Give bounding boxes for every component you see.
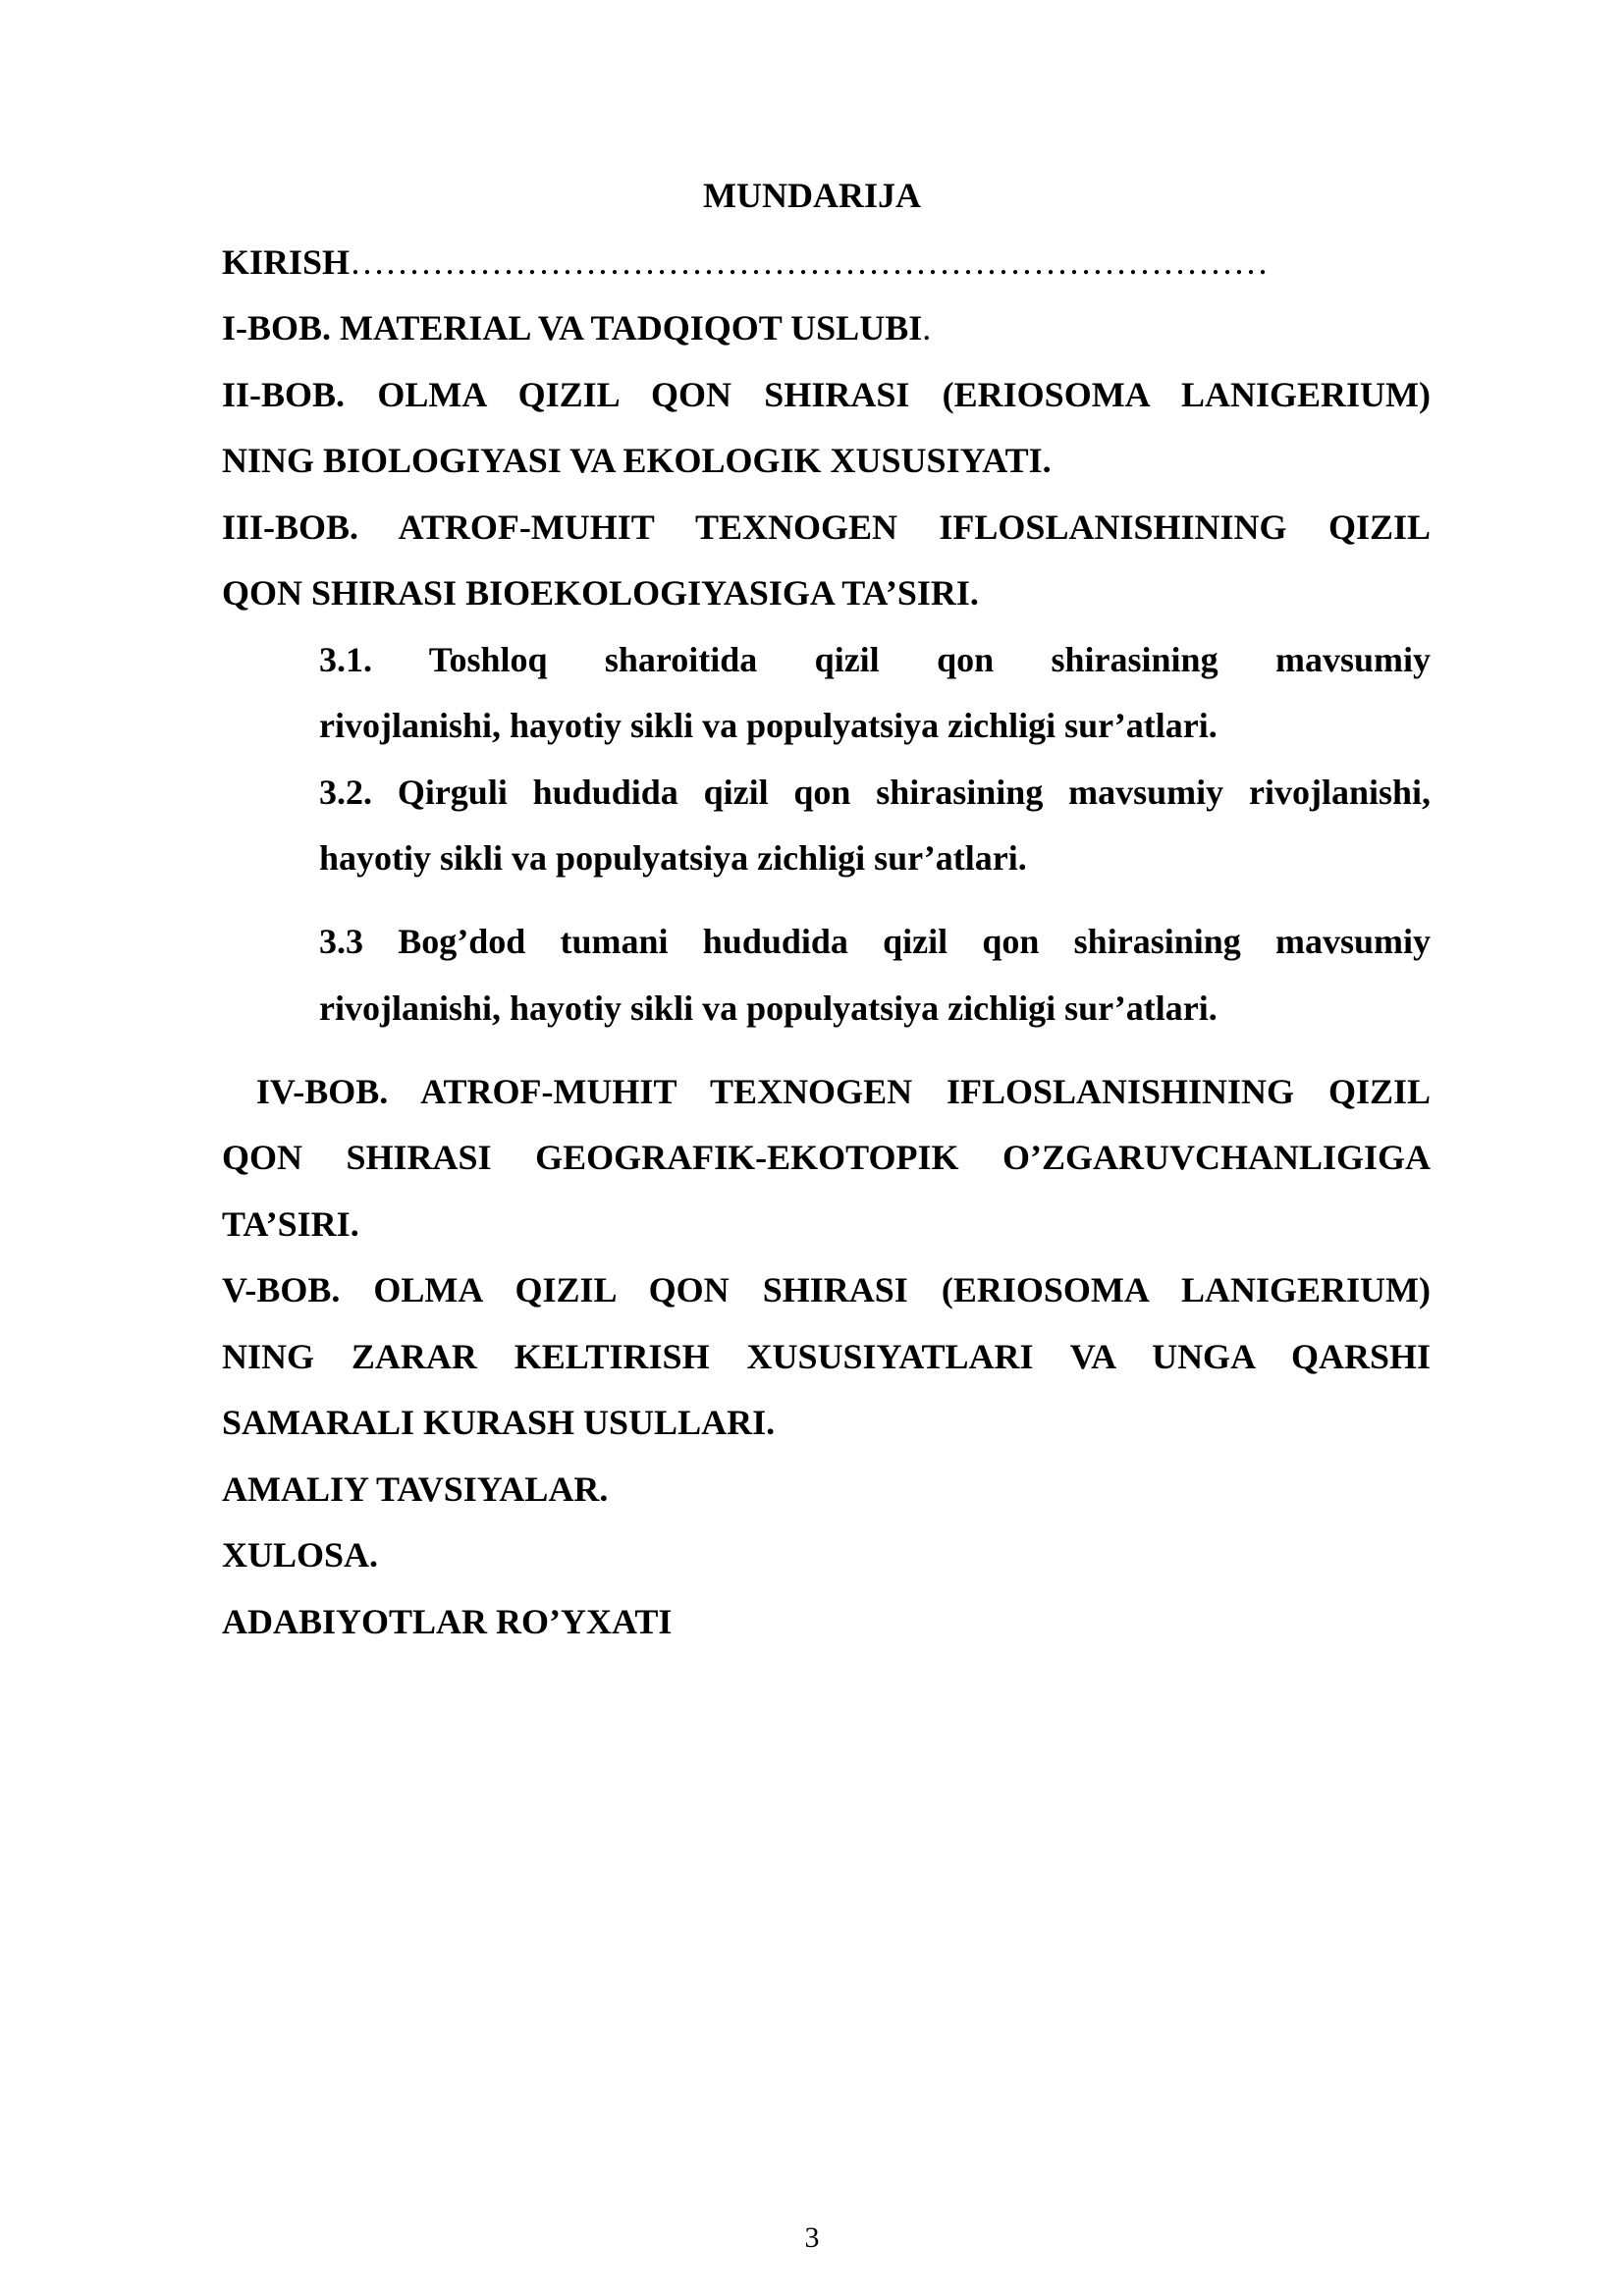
toc-entry-adabiyotlar: ADABIYOTLAR RO’YXATI: [222, 1602, 673, 1641]
toc-entry-bob4-line1: IV-BOB. ATROF-MUHIT TEXNOGEN IFLOSLANISHINING QIZIL: [222, 1072, 1431, 1111]
page-number: 3: [804, 2221, 820, 2254]
toc-entry-amaliy: AMALIY TAVSIYALAR.: [222, 1469, 609, 1509]
toc-entry-bob4-line3: TA’SIRI.: [222, 1204, 359, 1244]
toc-subentry-3-3-line1: 3.3 Bog’dod tumani hududida qizil qon shirasining mavsumiy: [319, 922, 1431, 961]
toc-entry-bob5-line3: SAMARALI KURASH USULLARI.: [222, 1403, 776, 1442]
toc-entry-bob4-line2: QON SHIRASI GEOGRAFIK-EKOTOPIK O’ZGARUVCHANLIGIGA: [222, 1138, 1431, 1177]
toc-entry-kirish: [222, 239, 1269, 286]
toc-entry-bob5-line2: NING ZARAR KELTIRISH XUSUSIYATLARI VA UNGA QARSHI: [222, 1337, 1431, 1376]
toc-entry-xulosa: XULOSA.: [222, 1535, 379, 1575]
toc-entry-bob1: [222, 304, 931, 351]
toc-entry-bob5-line1: V-BOB. OLMA QIZIL QON SHIRASI (ERIOSOMA LANIGERIUM): [222, 1270, 1431, 1309]
toc-subentry-3-3-line2: rivojlanishi, hayotiy sikli va populyatsiya zichligi sur’atlari.: [319, 988, 1218, 1028]
toc-entry-label: I-BOB. MATERIAL VA TADQIQOT USLUBI: [222, 308, 923, 347]
toc-entry-label: KIRISH: [222, 242, 351, 282]
toc-entry-bob3-line2: QON SHIRASI BIOEKOLOGIYASIGA TA’SIRI.: [222, 573, 979, 613]
toc-entry-tail: .: [922, 308, 932, 347]
toc-subentry-3-2-line2: hayotiy sikli va populyatsiya zichligi sur’atlari.: [319, 838, 1027, 878]
toc-subentry-3-1-line2: rivojlanishi, hayotiy sikli va populyatsiya zichligi sur’atlari.: [319, 706, 1218, 745]
page-title: MUNDARIJA: [703, 176, 921, 215]
toc-entry-bob2-line1: II-BOB. OLMA QIZIL QON SHIRASI (ERIOSOMA LANIGERIUM): [222, 375, 1431, 414]
toc-subentry-3-1-line1: 3.1. Toshloq sharoitida qizil qon shirasining mavsumiy: [319, 640, 1431, 679]
toc-entry-bob3-line1: III-BOB. ATROF-MUHIT TEXNOGEN IFLOSLANISHINING QIZIL: [222, 507, 1431, 547]
toc-subentry-3-2-line1: 3.2. Qirguli hududida qizil qon shirasining mavsumiy rivojlanishi,: [319, 773, 1431, 812]
toc-entry-bob2-line2: NING BIOLOGIYASI VA EKOLOGIK XUSUSIYATI.: [222, 441, 1052, 480]
toc-dot-leader: ……………………………………………………………………: [350, 242, 1270, 282]
